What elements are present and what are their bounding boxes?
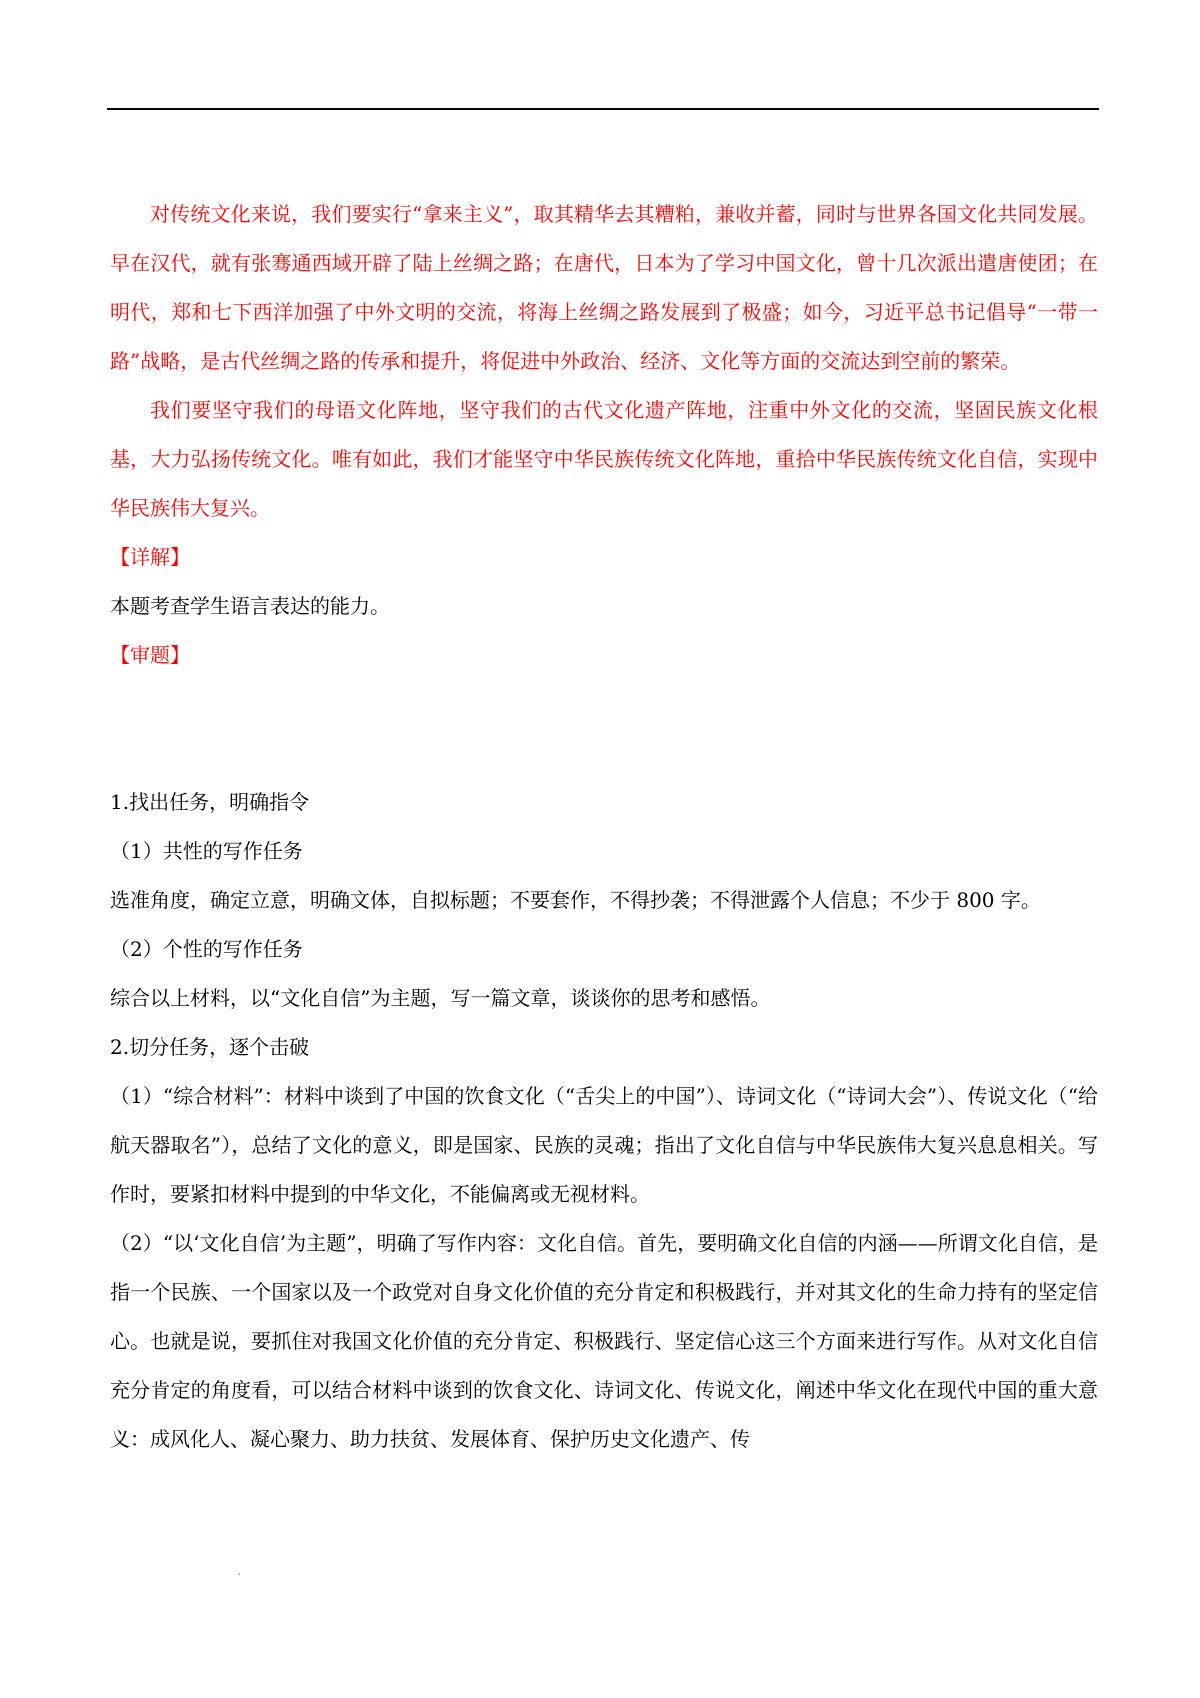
essay-paragraph-1: 对传统文化来说，我们要实行“拿来主义”，取其精华去其糟粕，兼收并蓄，同时与世界各国文化共同发展。早在汉代，就有张骞通西域开辟了陆上丝绸之路；在唐代，日本为了学习中国文化，曾十几次派出遣唐使团；在明代，郑和七下西洋加强了中外文明的交流，将海上丝绸之路发展到了极盛；如今，习近平总书记倡导“一带一路”战略，是古代丝绸之路的传承和提升，将促进中外政治、经济、文化等方面的交流达到空前的繁荣。 xyxy=(110,202,1098,373)
explanation-heading: 【详解】 xyxy=(110,545,190,569)
essay-paragraph-2: 我们要坚守我们的母语文化阵地，坚守我们的古代文化遗产阵地，注重中外文化的交流，坚固民族文化根基，大力弘扬传统文化。唯有如此，我们才能坚守中华民族传统文化阵地，重拾中华民族传统文化自信，实现中华民族伟大复兴。 xyxy=(110,398,1098,520)
sub2-heading: （2）个性的写作任务 xyxy=(110,937,303,961)
point2-text: （2）“以‘文化自信’为主题”，明确了写作内容：文化自信。首先，要明确文化自信的内涵——所谓文化自信，是指一个民族、一个国家以及一个政党对自身文化价值的充分肯定和积极践行，并对其文化的生命力持有的坚定信心。也就是说，要抓住对我国文化价值的充分肯定、积极践行、坚定信心这三个方面来进行写作。从对文化自信充分肯定的角度看，可以结合材料中谈到的饮食文化、诗词文化、传说文化，阐述中华文化在现代中国的重大意义：成风化人、凝心聚力、助力扶贫、发展体育、保护历史文化遗产、传 xyxy=(110,1231,1098,1451)
document-body xyxy=(110,190,1098,1464)
sub1-heading: （1）共性的写作任务 xyxy=(110,839,303,863)
explanation-text: 本题考查学生语言表达的能力。 xyxy=(110,594,390,618)
footer-dot xyxy=(238,1573,240,1575)
sub1-text: 选准角度，确定立意，明确文体，自拟标题；不要套作，不得抄袭；不得泄露个人信息；不少于 800 字。 xyxy=(110,888,1041,912)
step2-heading: 2.切分任务，逐个击破 xyxy=(110,1035,310,1059)
step1-heading: 1.找出任务，明确指令 xyxy=(110,790,310,814)
sub2-text: 综合以上材料，以“文化自信”为主题，写一篇文章，谈谈你的思考和感悟。 xyxy=(110,986,771,1010)
point1-text: （1）“综合材料”：材料中谈到了中国的饮食文化（“舌尖上的中国”）、诗词文化（“诗词大会”）、传说文化（“给航天器取名”），总结了文化的意义，即是国家、民族的灵魂；指出了文化自信与中华民族伟大复兴息息相关。写作时，要紧扣材料中提到的中华文化，不能偏离或无视材料。 xyxy=(110,1084,1098,1206)
review-heading: 【审题】 xyxy=(110,643,190,667)
section-gap xyxy=(110,680,1098,778)
header-rule xyxy=(107,108,1099,110)
